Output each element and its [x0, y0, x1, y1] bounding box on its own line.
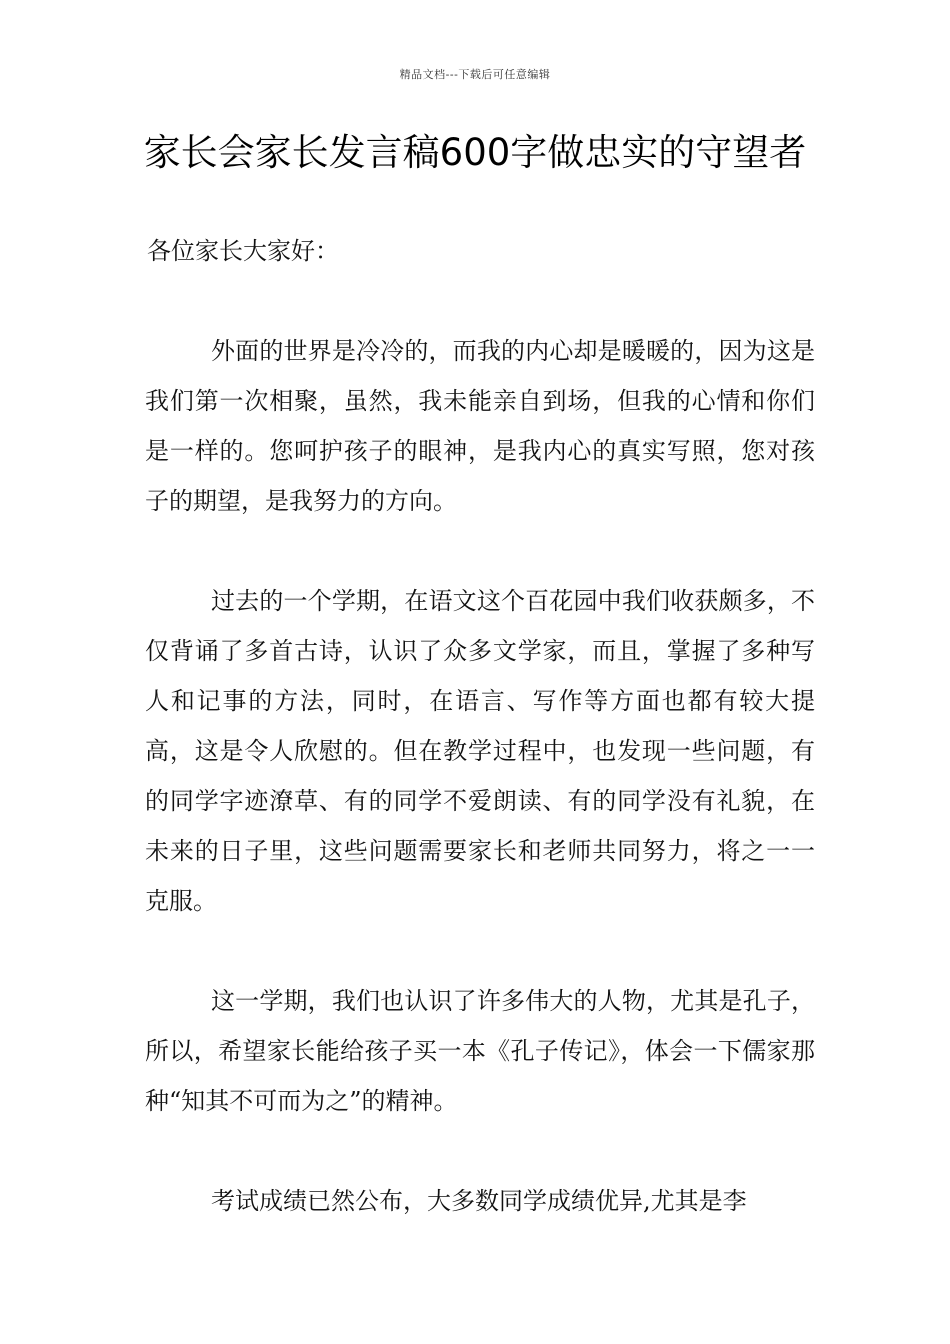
header-note: 精品文档---下载后可任意编辑 — [399, 68, 551, 81]
paragraph: 外面的世界是冷冷的，而我的内心却是暖暖的，因为这是我们第一次相聚，虽然，我未能亲自到场，但我的心情和你们是一样的。您呵护孩子的眼神，是我内心的真实写照，您对孩子的期望，是我努力的方向。 — [145, 337, 815, 515]
paragraph: 考试成绩已然公布，大多数同学成绩优异,尤其是李 — [211, 1187, 747, 1215]
greeting: 各位家长大家好： — [147, 237, 339, 265]
document-body — [145, 226, 815, 1276]
document-title: 家长会家长发言稿600字做忠实的守望者 — [143, 131, 807, 174]
paragraph: 过去的一个学期，在语文这个百花园中我们收获颇多，不仅背诵了多首古诗，认识了众多文学家，而且，掌握了多种写人和记事的方法，同时，在语言、写作等方面也都有较大提高，这是令人欣慰的。但在教学过程中，也发现一些问题，有的同学字迹潦草、有的同学不爱朗读、有的同学没有礼貌，在未来的日子里，这些问题需要家长和老师共同努力，将之一一克服。 — [145, 587, 815, 915]
paragraph: 这一学期，我们也认识了许多伟大的人物，尤其是孔子，所以，希望家长能给孩子买一本《孔子传记》，体会一下儒家那种“知其不可而为之”的精神。 — [145, 987, 815, 1115]
